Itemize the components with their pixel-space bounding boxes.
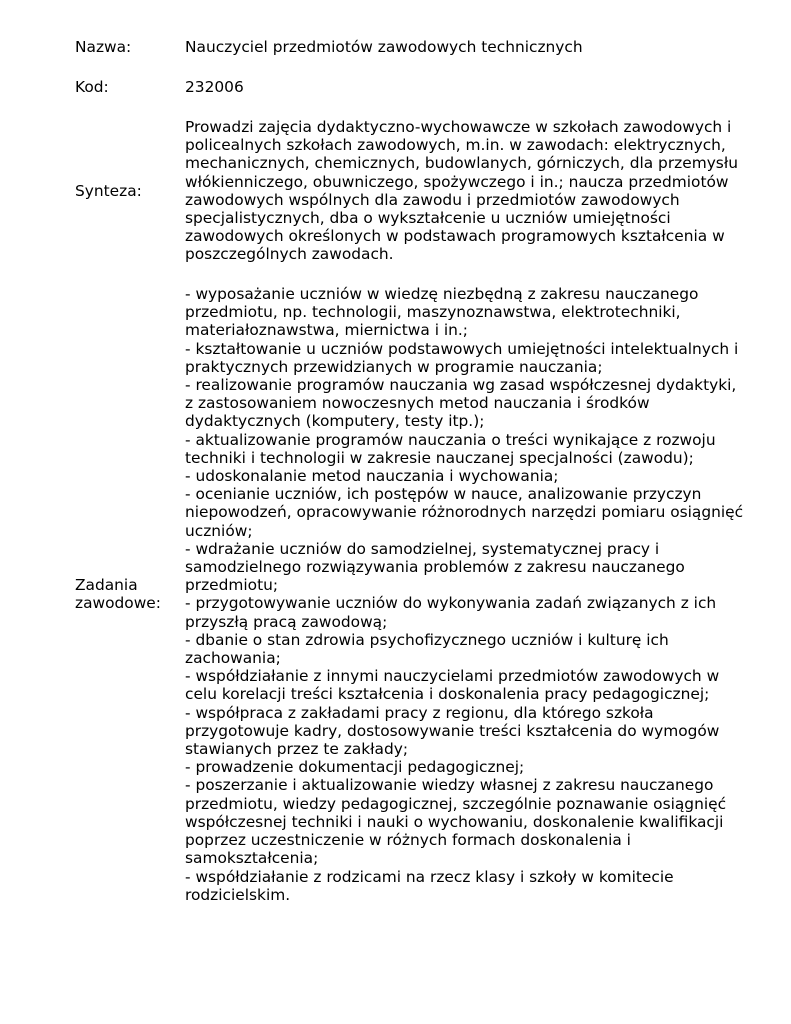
tasks-row	[75, 285, 755, 904]
tasks-value: - wyposażanie uczniów w wiedzę niezbędną z zakresu nauczanego przedmiotu, np. technologii, maszynoznawstwa, elektrotechniki, materiałoznawstwa, miernictwa i in.; - kształtowanie u uczniów podstawowych umiejętności intelektualnych i praktycznych przewidzianych w programie nauczania; - realizowanie programów nauczania wg zasad współczesnej dydaktyki, z zastosowaniem nowoczesnych metod nauczania i środków dydaktycznych (komputery, testy itp.); - aktualizowanie programów nauczania o treści wynikające z rozwoju techniki i technologii w zakresie nauczanej specjalności (zawodu); - udoskonalanie metod nauczania i wychowania; - ocenianie uczniów, ich postępów w nauce, analizowanie przyczyn niepowodzeń, opracowywanie różnorodnych narzędzi pomiaru osiągnięć uczniów; - wdrażanie uczniów do samodzielnej, systematycznej pracy i samodzielnego rozwiązywania problemów z zakresu nauczanego przedmiotu; - przygotowywanie uczniów do wykonywania zadań związanych z ich przyszłą pracą zawodową; - dbanie o stan zdrowia psychofizycznego uczniów i kulturę ich zachowania; - współdziałanie z innymi nauczycielami przedmiotów zawodowych w celu korelacji treści kształcenia i doskonalenia pracy pedagogicznej; - współpraca z zakładami pracy z regionu, dla którego szkoła przygotowuje kadry, dostosowywanie treści kształcenia do wymogów stawianych przez te zakłady; - prowadzenie dokumentacji pedagogicznej; - poszerzanie i aktualizowanie wiedzy własnej z zakresu nauczanego przedmiotu, wiedzy pedagogicznej, szczególnie poznawanie osiągnięć współczesnej techniki i nauki o wychowaniu, doskonalenie kwalifikacji poprzez uczestniczenie w różnych formach doskonalenia i samokształcenia; - współdziałanie z rodzicami na rzecz klasy i szkoły w komitecie rodzicielskim.	[185, 285, 744, 904]
synthesis-label: Synteza:	[75, 181, 142, 200]
code-value: 232006	[185, 78, 244, 96]
name-row	[75, 38, 755, 56]
synthesis-row	[75, 118, 755, 264]
name-label: Nazwa:	[75, 38, 132, 56]
name-value: Nauczyciel przedmiotów zawodowych technicznych	[185, 38, 583, 56]
tasks-label: Zadania zawodowe:	[75, 576, 161, 613]
code-row	[75, 78, 755, 96]
code-label: Kod:	[75, 78, 109, 96]
synthesis-value: Prowadzi zajęcia dydaktyczno-wychowawcze w szkołach zawodowych i policealnych szkołach zawodowych, m.in. w zawodach: elektrycznych, mechanicznych, chemicznych, budowlanych, górniczych, dla przemysłu włókienniczego, obuwniczego, spożywczego i in.; naucza przedmiotów zawodowych wspólnych dla zawodu i przedmiotów zawodowych specjalistycznych, dba o wykształcenie u uczniów umiejętności zawodowych określonych w podstawach programowych kształcenia w poszczególnych zawodach.	[185, 118, 738, 264]
